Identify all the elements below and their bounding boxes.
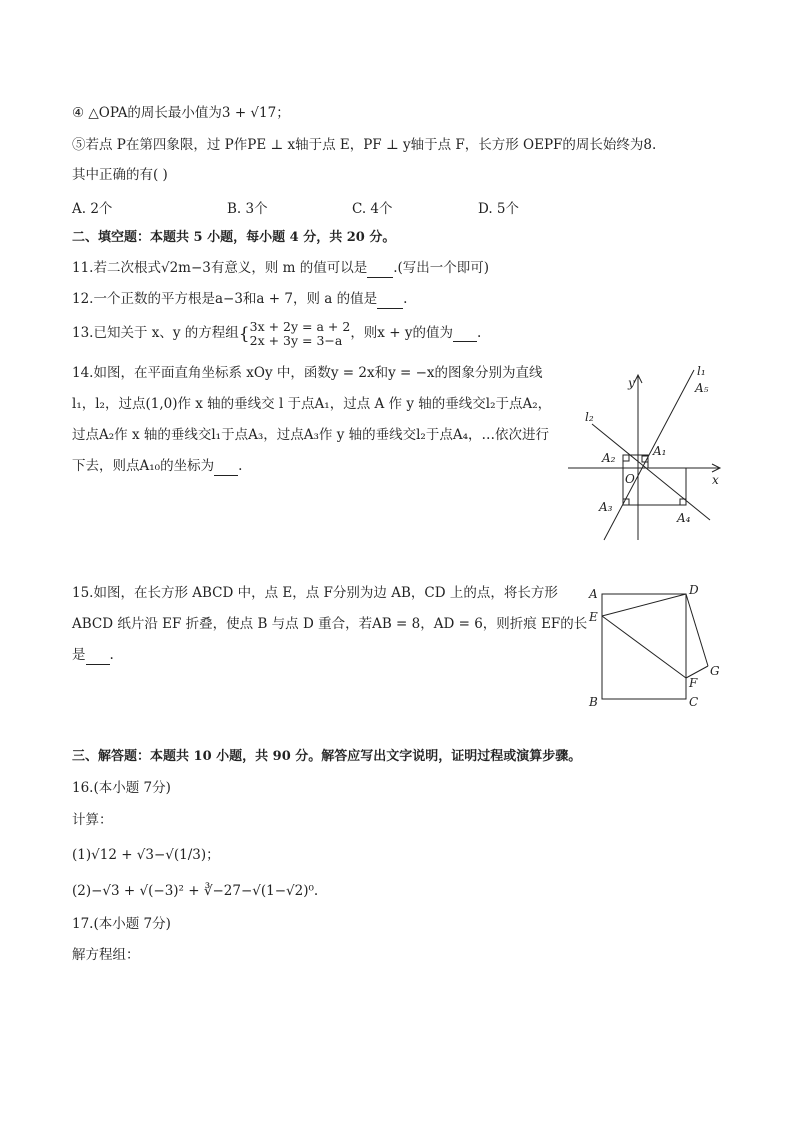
q14-line-4	[72, 457, 242, 476]
label-x: x	[712, 473, 719, 487]
q10-statement-5: ⑤若点 P在第四象限，过 P作PE ⊥ x轴于点 E，PF ⊥ y轴于点 F，长方形 OEPF的周长始终为8.	[72, 137, 657, 153]
label-d: D	[689, 583, 699, 597]
choice-d: D. 5个	[478, 201, 520, 217]
label-a1: A₁	[653, 444, 667, 458]
equation-1: 3x + 2y = a + 2	[249, 318, 351, 334]
equation-2: 2x + 3y = 3−a	[249, 332, 343, 348]
q17-title: 17.(本小题 7分)	[72, 916, 171, 932]
q16-title: 16.(本小题 7分)	[72, 780, 171, 796]
q13-tail: .	[476, 325, 482, 341]
q14-line-1: 14.如图，在平面直角坐标系 xOy 中，函数y = 2x和y = −x的图象分别为直线	[72, 365, 543, 381]
segment-dg	[686, 594, 708, 666]
q16-part-1: (1)√12 + √3−√(1/3)；	[72, 847, 220, 863]
q14-line-2: l₁，l₂，过点(1,0)作 x 轴的垂线交 l 于点A₁，过点 A 作 y 轴的垂线交l₂于点A₂，	[72, 396, 552, 412]
q13-text: 13.已知关于 x、y 的方程组	[72, 325, 239, 341]
q14-line-3: 过点A₂作 x 轴的垂线交l₁于点A₃，过点A₃作 y 轴的垂线交l₂于点A₄，…依次进行	[72, 427, 550, 443]
q16-instruction: 计算：	[72, 812, 113, 828]
q14-line-4-text: 下去，则点A₁₀的坐标为	[72, 458, 215, 474]
label-c: C	[689, 695, 699, 709]
label-f: F	[689, 676, 698, 690]
choice-c: C. 4个	[352, 201, 393, 217]
q15-line-2: ABCD 纸片沿 EF 折叠，使点 B 与点 D 重合，若AB = 8，AD = 6，则折痕 EF的长	[72, 616, 588, 632]
label-y: y	[628, 376, 635, 390]
q12-tail: .	[403, 291, 408, 307]
q14-line-4-tail: .	[238, 458, 243, 474]
choice-b: B. 3个	[227, 201, 268, 217]
label-a3: A₃	[599, 500, 613, 514]
answer-blank	[214, 457, 238, 476]
brace-icon: {	[238, 323, 250, 344]
figure-15	[582, 582, 722, 712]
label-g: G	[710, 664, 720, 678]
q17-instruction: 解方程组：	[72, 947, 140, 963]
q11-text: 11.若二次根式√2m−3有意义，则 m 的值可以是	[72, 260, 368, 276]
q13-text-2: ，则x + y的值为	[350, 325, 453, 341]
label-a5: A₅	[695, 381, 709, 395]
question-11	[72, 259, 489, 278]
answer-blank	[367, 259, 393, 278]
q10-question: 其中正确的有( )	[72, 167, 168, 183]
right-angle-mark	[623, 455, 629, 461]
segment-ed	[602, 594, 686, 616]
figure-14	[562, 360, 732, 545]
label-l1: l₁	[697, 364, 706, 378]
label-a2: A₂	[602, 451, 616, 465]
answer-blank	[453, 325, 477, 342]
question-12	[72, 290, 407, 309]
q12-text: 12.一个正数的平方根是a−3和a + 7，则 a 的值是	[72, 291, 378, 307]
label-origin: O	[625, 472, 635, 486]
q10-statement-4: ④ △OPA的周长最小值为3 + √17；	[72, 105, 290, 121]
label-e: E	[589, 610, 598, 624]
label-a: A	[589, 587, 598, 601]
answer-blank	[377, 290, 403, 309]
section3-header: 三、解答题：本题共 10 小题，共 90 分。解答应写出文字说明，证明过程或演算步骤。	[72, 749, 582, 764]
answer-blank	[86, 646, 110, 665]
equation-system	[250, 320, 351, 348]
q16-part-2: (2)−√3 + √(−3)² + ∛−27−√(1−√2)⁰.	[72, 883, 319, 899]
q11-tail: .(写出一个即可)	[393, 260, 490, 276]
label-l2: l₂	[585, 410, 594, 424]
section2-header: 二、填空题：本题共 5 小题，每小题 4 分，共 20 分。	[72, 230, 396, 245]
q15-line-3	[72, 646, 114, 665]
q15-line-1: 15.如图，在长方形 ABCD 中，点 E，点 F分别为边 AB，CD 上的点，将长方形	[72, 585, 558, 601]
q15-line-3-tail: .	[109, 647, 114, 663]
label-a4: A₄	[677, 511, 691, 525]
question-13	[72, 318, 481, 348]
label-b: B	[589, 695, 598, 709]
choice-a: A. 2个	[72, 201, 113, 217]
crease-ef	[602, 616, 686, 678]
q15-line-3-text: 是	[72, 647, 86, 663]
